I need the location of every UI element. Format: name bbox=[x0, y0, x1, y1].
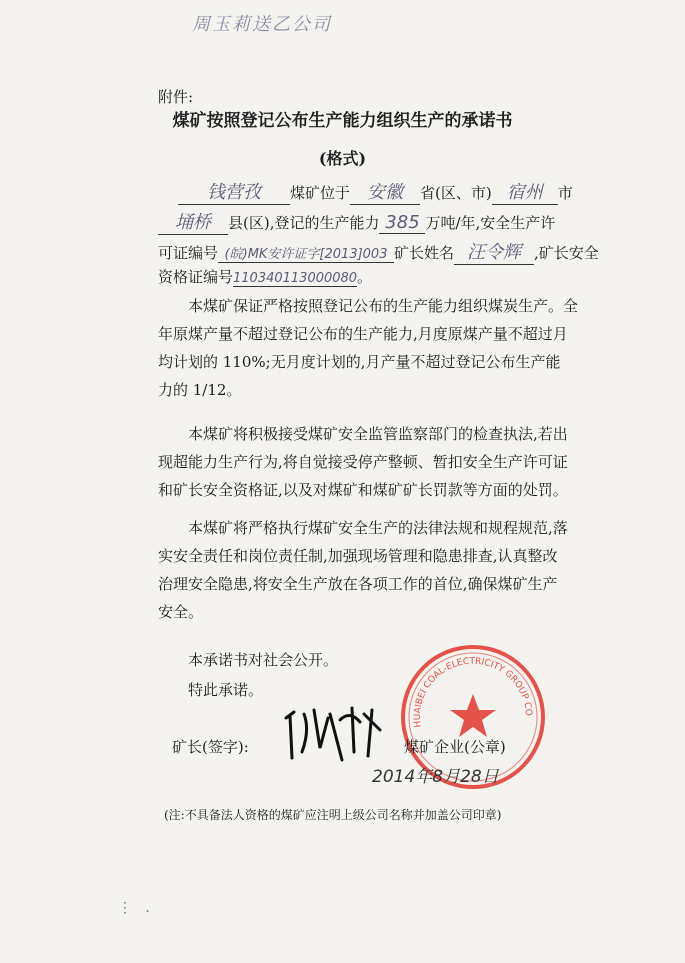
document-subtitle: (格式) bbox=[318, 149, 367, 168]
stamp-text: HUAIBEI COAL-ELECTRICITY GROUP CO bbox=[412, 656, 534, 729]
city-text: 市 bbox=[557, 184, 573, 202]
paragraph-line: 本煤矿将严格执行煤矿安全生产的法律法规和规程规范,落 bbox=[188, 519, 568, 537]
capacity-text: 万吨/年,安全生产许 bbox=[425, 214, 556, 232]
license-number-field: (皖)MK安许证字[2013]003 bbox=[218, 243, 394, 263]
paragraph-line: 实安全责任和岗位责任制,加强现场管理和隐患排查,认真整改 bbox=[158, 547, 558, 565]
paragraph-line: 力的 1/12。 bbox=[158, 381, 242, 399]
paragraph-line: 本煤矿保证严格按照登记公布的生产能力组织煤炭生产。全 bbox=[188, 297, 579, 315]
manager-signature bbox=[280, 700, 390, 770]
paragraph-line: 现超能力生产行为,将自觉接受停产整顿、暂扣安全生产许可证 bbox=[158, 453, 568, 471]
license-text: 可证编号 bbox=[158, 244, 219, 262]
county-field: 埇桥 bbox=[158, 208, 228, 235]
paragraph-line: 治理安全隐患,将安全生产放在各项工作的首位,确保煤矿生产 bbox=[158, 575, 558, 593]
paragraph-line: 安全。 bbox=[158, 603, 204, 621]
attachment-label: 附件: bbox=[158, 88, 194, 106]
county-text: 县(区),登记的生产能力 bbox=[228, 214, 380, 232]
mine-located-text: 煤矿位于 bbox=[290, 184, 351, 202]
manager-name-field: 汪令辉 bbox=[454, 238, 534, 265]
public-statement: 本承诺书对社会公开。 bbox=[188, 651, 339, 669]
document-title: 煤矿按照登记公布生产能力组织生产的承诺书 bbox=[172, 111, 513, 131]
paragraph-line: 均计划的 110%;无月度计划的,月产量不超过登记公布生产能 bbox=[158, 353, 561, 371]
form-line-3 bbox=[158, 238, 599, 265]
signing-date: 2014年8月28日 bbox=[372, 767, 499, 787]
mine-name-field: 钱营孜 bbox=[178, 178, 290, 205]
handwritten-header-note: 周玉莉送乙公司 bbox=[192, 14, 332, 35]
paragraph-2 bbox=[158, 420, 568, 504]
paragraph-1 bbox=[158, 292, 578, 404]
paragraph-line: 本煤矿将积极接受煤矿安全监管监察部门的检查执法,若出 bbox=[188, 425, 568, 443]
scan-speckles: ⋮ . bbox=[118, 900, 150, 916]
manager-signature-label: 矿长(签字): bbox=[172, 738, 249, 756]
certificate-number-field: 110340113000080 bbox=[233, 271, 358, 286]
city-field: 宿州 bbox=[492, 178, 558, 205]
form-line-1 bbox=[178, 178, 573, 205]
manager-cert-text: ,矿长安全 bbox=[534, 244, 599, 262]
cert-text: 资格证编号 bbox=[158, 268, 234, 286]
province-field: 安徽 bbox=[350, 178, 420, 205]
paragraph-line: 和矿长安全资格证,以及对煤矿和煤矿矿长罚款等方面的处罚。 bbox=[158, 481, 568, 499]
closing-statement: 特此承诺。 bbox=[188, 681, 264, 699]
province-text: 省(区、市) bbox=[420, 184, 492, 202]
footnote: (注:不具备法人资格的煤矿应注明上级公司名称并加盖公司印章) bbox=[164, 808, 502, 822]
paragraph-line: 年原煤产量不超过登记公布的生产能力,月度原煤产量不超过月 bbox=[158, 325, 568, 343]
paragraph-3 bbox=[158, 514, 568, 626]
form-line-2 bbox=[158, 208, 555, 235]
form-line-4 bbox=[158, 266, 372, 287]
company-seal-label: 煤矿企业(公章) bbox=[404, 738, 506, 756]
form-end-text: 。 bbox=[357, 268, 373, 286]
capacity-field: 385 bbox=[379, 212, 425, 234]
manager-text: 矿长姓名 bbox=[394, 244, 455, 262]
